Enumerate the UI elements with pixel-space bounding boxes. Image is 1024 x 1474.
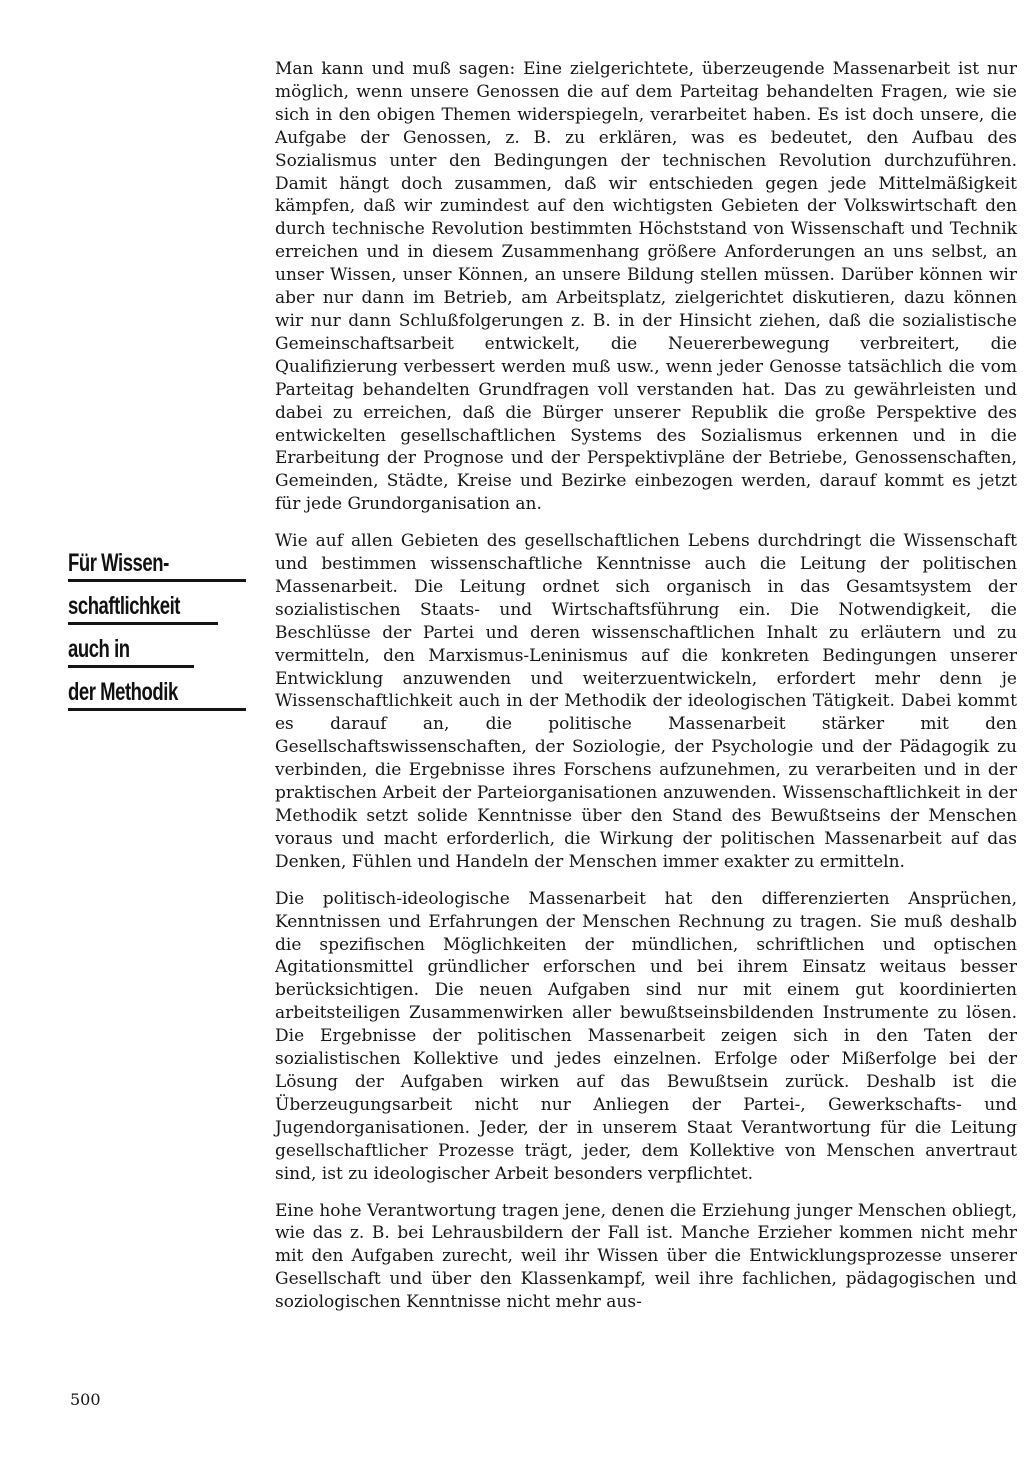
heading-underline [68,708,246,711]
margin-heading-line: Für Wissen- [68,549,169,577]
paragraph: Eine hohe Verantwortung tragen jene, denen die Erziehung junger Menschen obliegt, wie das z. B. bei Lehrausbildern der Fall ist. Manche Erzieher kommen nicht mehr mit den Aufgaben zurecht, weil ihr Wissen über die Entwicklungsprozesse unserer Gesellschaft und über den Klassenkampf, weil ihre fachlichen, pädagogischen und soziologischen Kenntnisse nicht mehr aus- [275,1200,1017,1313]
paragraph: Die politisch-ideologische Massenarbeit hat den differenzierten Ansprüchen, Kenntnissen und Erfahrungen der Menschen Rechnung zu tragen. Sie muß deshalb die spezifischen Möglichkeiten der mündlichen, schriftlichen und optischen Agitationsmittel gründlicher erforschen und bei ihrem Einsatz weitaus besser berücksichtigen. Die neuen Aufgaben sind nur mit einem gut koordinierten arbeitsteiligen Zusammenwirken aller bewußtseinsbildenden Instrumente zu lösen. Die Ergebnisse der politischen Massenarbeit zeigen sich in den Taten der sozialistischen Kollektive und jedes einzelnen. Erfolge oder Mißerfolge bei der Lösung der Aufgaben wirken auf das Bewußtsein zurück. Deshalb ist die Überzeugungsarbeit nicht nur Anliegen der Partei-, Gewerkschafts- und Jugendorganisationen. Jeder, der in unserem Staat Verantwortung für die Leitung gesellschaftlicher Prozesse trägt, jeder, dem Kollektive von Menschen anvertraut sind, ist zu ideologischer Arbeit besonders verpflichtet. [275,888,1017,1184]
heading-underline [68,579,246,582]
margin-heading-line: auch in [68,635,130,663]
margin-heading [68,549,246,721]
paragraph: Man kann und muß sagen: Eine zielgerichtete, überzeugende Massenarbeit ist nur möglich, wenn unsere Genossen die auf dem Parteitag behandelten Fragen, wie sie sich in den obigen Themen widerspiegeln, verarbeitet haben. Es ist doch unsere, die Aufgabe der Genossen, z. B. zu erklären, was es bedeutet, den Aufbau des Sozialismus unter den Bedingungen der technischen Revolution durchzuführen. Damit hängt doch zusammen, daß wir entschieden gegen jede Mittelmäßigkeit kämpfen, daß wir zumindest auf den wichtigsten Gebieten der Volkswirtschaft den durch technische Revolution bestimmten Höchststand von Wissenschaft und Technik erreichen und in diesem Zusammenhang größere Anforderungen an uns selbst, an unser Wissen, unser Können, an unsere Bildung stellen müssen. Darüber können wir aber nur dann im Betrieb, am Arbeitsplatz, zielgerichtet diskutieren, dazu können wir nur dann Schlußfolgerungen z. B. in der Hinsicht ziehen, daß die sozialistische Gemeinschaftsarbeit entwickelt, die Neuererbewegung verbreitert, die Qualifizierung verbessert werden muß usw., wenn jeder Genosse tatsächlich die vom Parteitag behandelten Grundfragen voll verstanden hat. Das zu gewährleisten und dabei zu erreichen, daß die Bürger unserer Republik die große Perspektive des entwickelten gesellschaftlichen Systems des Sozialismus erkennen und in die Erarbeitung der Prognose und der Perspektivpläne der Betriebe, Genossenschaften, Gemeinden, Städte, Kreise und Bezirke einbezogen werden, darauf kommt es jetzt für jede Grundorganisation an. [275,59,1017,515]
paragraph: Wie auf allen Gebieten des gesellschaftlichen Lebens durchdringt die Wissenschaft und bestimmen wissenschaftliche Kenntnisse auch die Leitung der politischen Massenarbeit. Die Leitung ordnet sich organisch in das Gesamtsystem der sozialistischen Staats- und Wirtschaftsführung ein. Die Notwendigkeit, die Beschlüsse der Partei und deren wissenschaftlichen Inhalt zu erläutern und zu vermitteln, den Marxismus-Leninismus auf die konkreten Bedingungen unserer Entwicklung anzuwenden und weiterzuentwickeln, erfordert mehr denn je Wissenschaftlichkeit auch in der Methodik der ideologischen Tätigkeit. Dabei kommt es darauf an, die politische Massenarbeit stärker mit den Gesellschaftswissenschaften, der Soziologie, der Psychologie und der Pädagogik zu verbinden, die Ergebnisse ihres Forschens aufzunehmen, zu verarbeiten und in der praktischen Arbeit der Parteiorganisationen anzuwenden. Wissenschaftlichkeit in der Methodik setzt solide Kenntnisse über den Stand des Bewußtseins der Menschen voraus und macht erforderlich, die Wirkung der politischen Massenarbeit auf das Denken, Fühlen und Handeln der Menschen immer exakter zu ermitteln. [275,531,1017,872]
margin-heading-line: schaftlichkeit [68,592,181,620]
page-number: 500 [70,1390,101,1409]
heading-underline [68,622,218,625]
body-text [275,58,1017,1328]
heading-underline [68,665,194,668]
margin-heading-line: der Methodik [68,678,178,706]
